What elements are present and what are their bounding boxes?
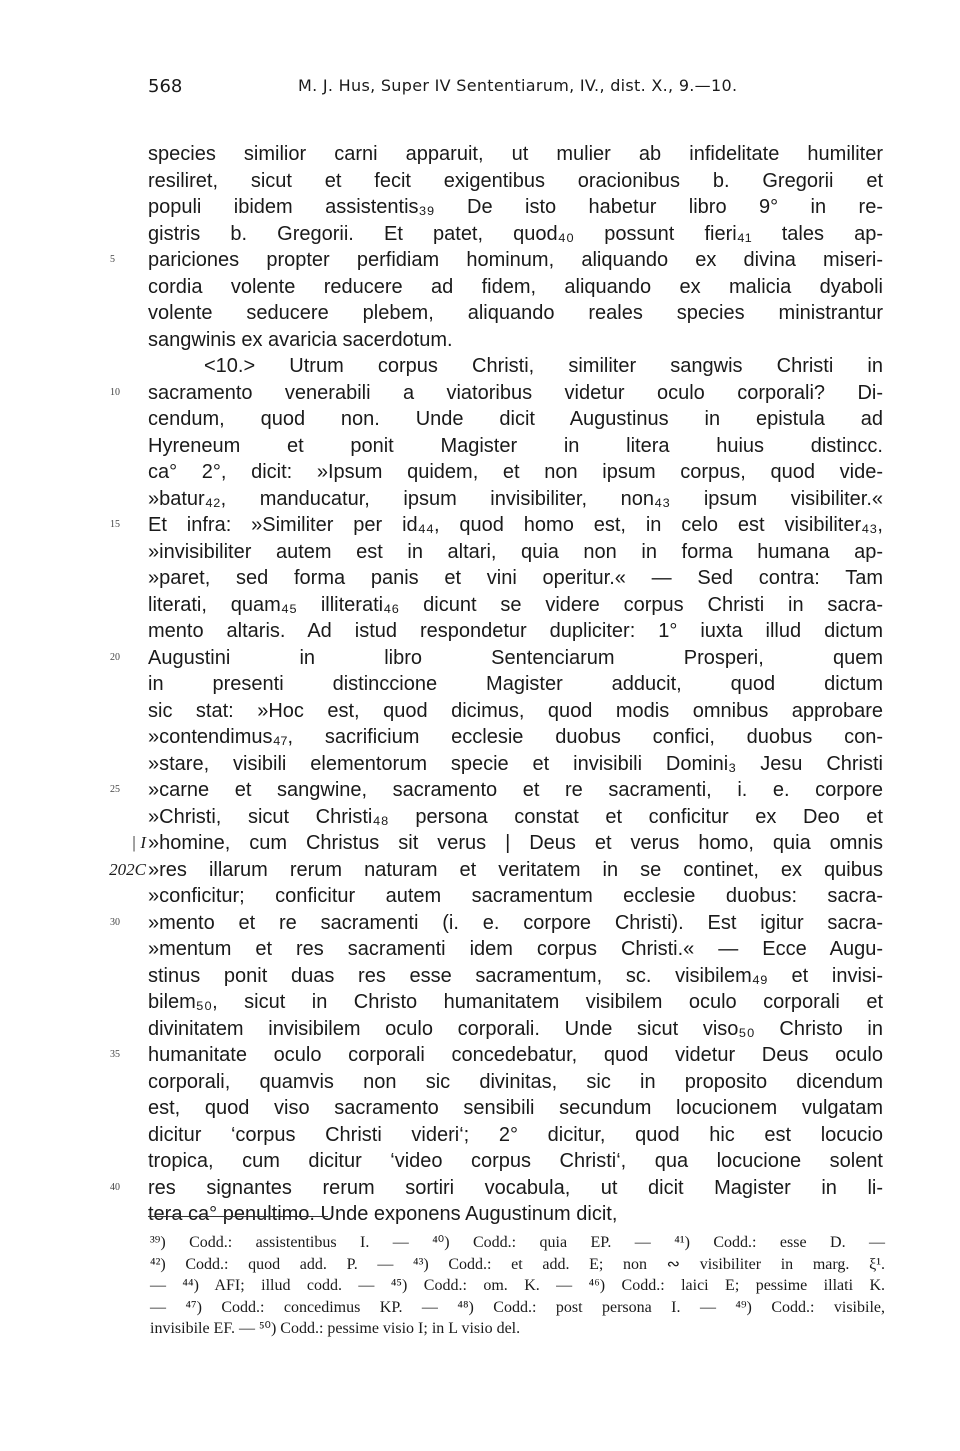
folio-marker: 202C xyxy=(109,859,146,879)
line-text: cordia volente reducere ad fidem, aliquando ex malicia dyaboli xyxy=(148,275,883,298)
line-number: 5 xyxy=(110,254,115,265)
text-line xyxy=(148,565,883,592)
text-line xyxy=(148,989,883,1016)
line-text: sangwinis ex avaricia sacerdotum. xyxy=(148,328,453,351)
text-line xyxy=(148,724,883,751)
text-line xyxy=(148,486,883,513)
line-text: »paret, sed forma panis et vini operitur.« — Sed contra: Tam xyxy=(148,567,883,589)
text-line xyxy=(131,830,883,857)
text-line xyxy=(148,1122,883,1149)
text-line xyxy=(110,777,883,804)
text-line xyxy=(110,247,883,274)
text-line xyxy=(148,1095,883,1122)
line-text: humanitate oculo corporali concedebatur, quod videtur Deus oculo xyxy=(148,1044,883,1066)
line-text: Et infra: »Similiter per id₄₄, quod homo est, in celo est visibiliter₄₃, xyxy=(148,514,883,536)
text-line xyxy=(148,168,883,195)
main-text xyxy=(109,141,883,1228)
footnote-line: ³⁹) Codd.: assistentibus I. — ⁴⁰) Codd.: quia EP. — ⁴¹) Codd.: esse D. — xyxy=(150,1234,885,1251)
line-text: tera ca° penultimo. Unde exponens Augustinum dicit, xyxy=(148,1203,618,1225)
text-line xyxy=(148,1069,883,1096)
line-text: bilem₅₀, sicut in Christo humanitatem visibilem oculo corporali et xyxy=(148,991,883,1013)
line-text: volente seducere plebem, aliquando reales species ministrantur xyxy=(148,302,883,324)
text-line xyxy=(109,857,883,884)
line-text: ca° 2°, dicit: »Ipsum quidem, et non ipsum corpus, quod vide- xyxy=(148,461,883,483)
text-line xyxy=(148,327,883,354)
line-text: »carne et sangwine, sacramento et re sacramenti, i. e. corpore xyxy=(148,779,883,801)
page-number: 568 xyxy=(148,76,183,97)
text-line xyxy=(148,592,883,619)
line-text: »res illarum rerum naturam et veritatem in se continet, ex quibus xyxy=(148,858,883,881)
line-number: 30 xyxy=(110,916,120,928)
text-line xyxy=(148,194,883,221)
text-line xyxy=(148,963,883,990)
text-line xyxy=(148,141,883,168)
text-line xyxy=(148,406,883,433)
line-number: 20 xyxy=(110,651,120,663)
line-text: cendum, quod non. Unde dicit Augustinus in epistula ad xyxy=(148,408,883,430)
text-line xyxy=(148,804,883,831)
text-line xyxy=(110,910,883,937)
page-header xyxy=(148,76,888,104)
running-title: M. J. Hus, Super IV Sententiarum, IV., dist. X., 9.—10. xyxy=(298,76,738,95)
line-text: stinus ponit duas res esse sacramentum, sc. visibilem₄₉ et invisi- xyxy=(148,964,883,987)
text-line xyxy=(148,221,883,248)
line-number: 15 xyxy=(110,519,120,530)
text-line xyxy=(148,459,883,486)
line-text: Augustini in libro Sentenciarum Prosperi, quem xyxy=(148,646,883,669)
line-text: sic stat: »Hoc est, quod dicimus, quod modis omnibus approbare xyxy=(148,699,883,722)
line-text: resiliret, sicut et fecit exigentibus oracionibus b. Gregorii et xyxy=(148,169,883,192)
line-text: »Christi, sicut Christi₄₈ persona constat et conficitur ex Deo et xyxy=(148,805,883,828)
line-text: in presenti distinccione Magister adducit, quod dictum xyxy=(148,673,883,695)
text-line xyxy=(148,539,883,566)
line-text: »mentum et res sacramenti idem corpus Christi.« — Ecce Augu- xyxy=(148,938,883,960)
footnote-rule xyxy=(148,1216,328,1217)
line-number: 25 xyxy=(110,784,120,795)
line-text: Hyreneum et ponit Magister in litera huius distincc. xyxy=(148,434,883,457)
footnote-line: — ⁴⁴) AFI; illud codd. — ⁴⁵) Codd.: om. K. — ⁴⁶) Codd.: laici E; pessime illati K. xyxy=(150,1277,885,1294)
line-text: dicitur ‘corpus Christi videri‘; 2° dicitur, quod hic est locucio xyxy=(148,1123,883,1146)
text-line xyxy=(148,353,883,380)
text-line xyxy=(148,300,883,327)
text-line xyxy=(148,1148,883,1175)
text-line xyxy=(148,883,883,910)
line-text: »homine, cum Christus sit verus | Deus et verus homo, quia omnis xyxy=(148,832,883,854)
line-text: »contendimus₄₇, sacrificium ecclesie duobus confici, duobus con- xyxy=(148,726,883,748)
text-line xyxy=(110,1042,883,1069)
line-text: est, quod viso sacramento sensibili secundum locucionem vulgatam xyxy=(148,1097,883,1119)
text-line xyxy=(148,936,883,963)
line-text: »batur₄₂, manducatur, ipsum invisibiliter, non₄₃ ipsum visibiliter.« xyxy=(148,487,883,510)
text-line xyxy=(148,618,883,645)
line-text: »stare, visibili elementorum specie et invisibili Domini₃ Jesu Christi xyxy=(148,752,883,775)
text-line xyxy=(148,698,883,725)
text-line xyxy=(148,1201,883,1228)
text-line xyxy=(148,274,883,301)
line-text: »conficitur; conficitur autem sacramentum ecclesie duobus: sacra- xyxy=(148,885,883,907)
line-text: res signantes rerum sortiri vocabula, ut dicit Magister in li- xyxy=(148,1176,883,1199)
line-text: corporali, quamvis non sic divinitas, sic in proposito dicendum xyxy=(148,1070,883,1093)
footnotes xyxy=(150,1232,885,1340)
line-text: species similior carni apparuit, ut mulier ab infidelitate humiliter xyxy=(148,143,883,165)
line-text: populi ibidem assistentis₃₉ De isto habetur libro 9° in re- xyxy=(148,196,883,218)
line-text: sacramento venerabili a viatoribus videtur oculo corporali? Di- xyxy=(148,381,883,404)
folio-marker: | I xyxy=(131,833,146,852)
footnote-line: ⁴²) Codd.: quod add. P. — ⁴³) Codd.: et add. E; non ∾ visibiliter in marg. ξ¹. xyxy=(150,1255,885,1273)
line-text: gistris b. Gregorii. Et patet, quod₄₀ possunt fieri₄₁ tales ap- xyxy=(148,222,883,245)
line-number: 40 xyxy=(110,1181,120,1193)
line-text: »mento et re sacramenti (i. e. corpore Christi). Est igitur sacra- xyxy=(148,911,883,934)
line-text: divinitatem invisibilem oculo corporali. Unde sicut viso₅₀ Christo in xyxy=(148,1017,883,1040)
text-line xyxy=(148,433,883,460)
line-text: pariciones propter perfidiam hominum, aliquando ex divina miseri- xyxy=(148,249,883,271)
footnote-line: invisibile EF. — ⁵⁰) Codd.: pessime visio I; in L visio del. xyxy=(150,1320,521,1337)
text-line xyxy=(148,671,883,698)
line-text: <10.> Utrum corpus Christi, similiter sangwis Christi in xyxy=(204,355,883,377)
line-number: 35 xyxy=(110,1049,120,1060)
text-line xyxy=(110,645,883,672)
line-text: »invisibiliter autem est in altari, quia non in forma humana ap- xyxy=(148,540,883,563)
line-number: 10 xyxy=(110,386,120,398)
text-line xyxy=(110,512,883,539)
footnote-line: — ⁴⁷) Codd.: concedimus KP. — ⁴⁸) Codd.: post persona I. — ⁴⁹) Codd.: visibile, xyxy=(150,1298,885,1316)
line-text: tropica, cum dicitur ‘video corpus Christi‘, qua locucione solent xyxy=(148,1150,883,1172)
text-line xyxy=(110,380,883,407)
text-line xyxy=(148,1016,883,1043)
text-line xyxy=(110,1175,883,1202)
line-text: literati, quam₄₅ illiterati₄₆ dicunt se videre corpus Christi in sacra- xyxy=(148,593,883,616)
line-text: mento altaris. Ad istud respondetur dupliciter: 1° iuxta illud dictum xyxy=(148,620,883,642)
text-line xyxy=(148,751,883,778)
